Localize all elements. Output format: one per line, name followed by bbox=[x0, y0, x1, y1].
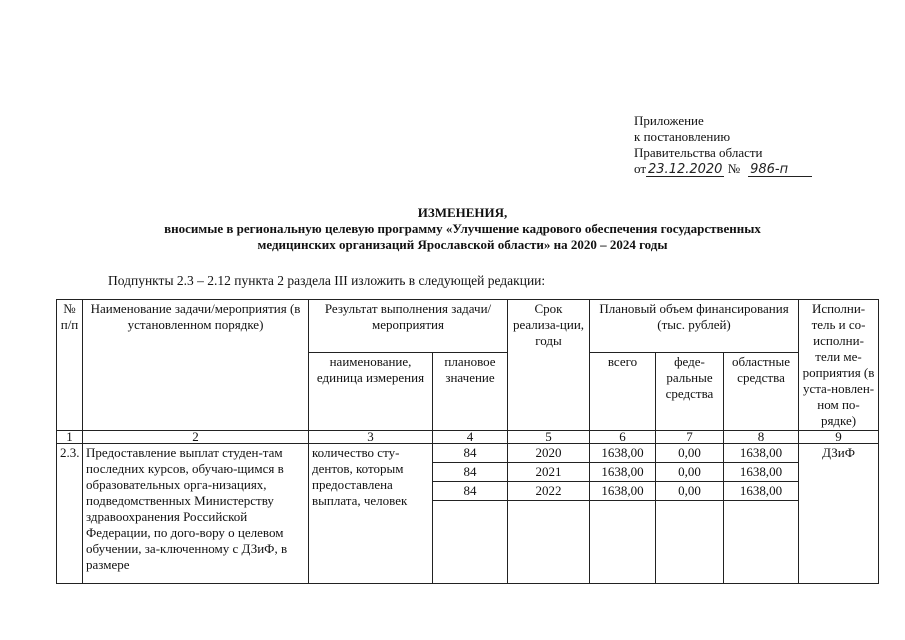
row-executor: ДЗиФ bbox=[799, 444, 879, 584]
column-number: 2 bbox=[83, 431, 309, 444]
row-value: 84 bbox=[433, 463, 508, 482]
row-value: 84 bbox=[433, 444, 508, 463]
empty-cell bbox=[724, 501, 799, 584]
header-row-1 bbox=[57, 300, 879, 353]
header-finance: Плановый объем финансирования (тыс. рублей) bbox=[590, 300, 799, 353]
header-term: Срок реализа-ции, годы bbox=[508, 300, 590, 431]
empty-cell bbox=[590, 501, 656, 584]
title-heading: ИЗМЕНЕНИЯ, bbox=[417, 205, 508, 220]
row-federal: 0,00 bbox=[656, 482, 724, 501]
appendix-line-1: Приложение bbox=[634, 113, 704, 128]
document-title bbox=[60, 205, 865, 253]
number-label: № bbox=[727, 161, 741, 176]
row-total: 1638,00 bbox=[590, 482, 656, 501]
title-line-3: медицинских организаций Ярославской области» на 2020 – 2024 годы bbox=[257, 237, 668, 252]
handwritten-number: 986-п bbox=[748, 163, 812, 177]
row-year: 2022 bbox=[508, 482, 590, 501]
header-total: всего bbox=[590, 353, 656, 431]
header-result-value: плановое значение bbox=[433, 353, 508, 431]
intro-paragraph: Подпункты 2.3 – 2.12 пункта 2 раздела III изложить в следующей редакции: bbox=[108, 273, 546, 288]
row-regional: 1638,00 bbox=[724, 463, 799, 482]
row-result-name: количество сту-дентов, которым предоставлена выплата, человек bbox=[309, 444, 433, 584]
row-year: 2021 bbox=[508, 463, 590, 482]
column-number-row bbox=[57, 431, 879, 444]
row-year: 2020 bbox=[508, 444, 590, 463]
appendix-line-2: к постановлению bbox=[634, 129, 731, 144]
appendix-date-line bbox=[634, 161, 812, 177]
column-number: 4 bbox=[433, 431, 508, 444]
empty-cell bbox=[433, 501, 508, 584]
handwritten-date: 23.12.2020 bbox=[648, 162, 723, 177]
column-number: 7 bbox=[656, 431, 724, 444]
column-number: 3 bbox=[309, 431, 433, 444]
header-name: Наименование задачи/мероприятия (в установленном порядке) bbox=[83, 300, 309, 431]
column-number: 5 bbox=[508, 431, 590, 444]
program-table bbox=[56, 299, 879, 584]
row-name-cell bbox=[83, 444, 309, 584]
empty-cell bbox=[656, 501, 724, 584]
row-total: 1638,00 bbox=[590, 463, 656, 482]
empty-cell bbox=[508, 501, 590, 584]
header-regional: областные средства bbox=[724, 353, 799, 431]
row-federal: 0,00 bbox=[656, 444, 724, 463]
column-number: 8 bbox=[724, 431, 799, 444]
row-regional: 1638,00 bbox=[724, 482, 799, 501]
header-result: Результат выполнения задачи/ мероприятия bbox=[309, 300, 508, 353]
appendix-line-3: Правительства области bbox=[634, 145, 763, 160]
header-num: № п/п bbox=[57, 300, 83, 431]
table-row bbox=[57, 444, 879, 463]
title-line-2: вносимые в региональную целевую программу «Улучшение кадрового обеспечения государственных bbox=[164, 221, 761, 236]
header-result-name: наименование, единица измерения bbox=[309, 353, 433, 431]
row-num: 2.3. bbox=[57, 444, 83, 584]
from-label: от bbox=[634, 161, 647, 176]
row-federal: 0,00 bbox=[656, 463, 724, 482]
row-total: 1638,00 bbox=[590, 444, 656, 463]
column-number: 6 bbox=[590, 431, 656, 444]
header-federal: феде-ральные средства bbox=[656, 353, 724, 431]
column-number: 9 bbox=[799, 431, 879, 444]
appendix-stamp bbox=[634, 113, 812, 177]
header-executor: Исполни-тель и со-исполни-тели ме-роприятия (в уста-новлен-ном по-рядке) bbox=[799, 300, 879, 431]
row-name: Предоставление выплат студен-там последних курсов, обучаю-щимся в образовательных орга-низациях, подведомственных Министерству здравоохранения Российской Федерации, по дого-вору о целевом обучении, за-ключенному с ДЗиФ, в размере bbox=[86, 445, 288, 572]
column-number: 1 bbox=[57, 431, 83, 444]
row-regional: 1638,00 bbox=[724, 444, 799, 463]
row-value: 84 bbox=[433, 482, 508, 501]
